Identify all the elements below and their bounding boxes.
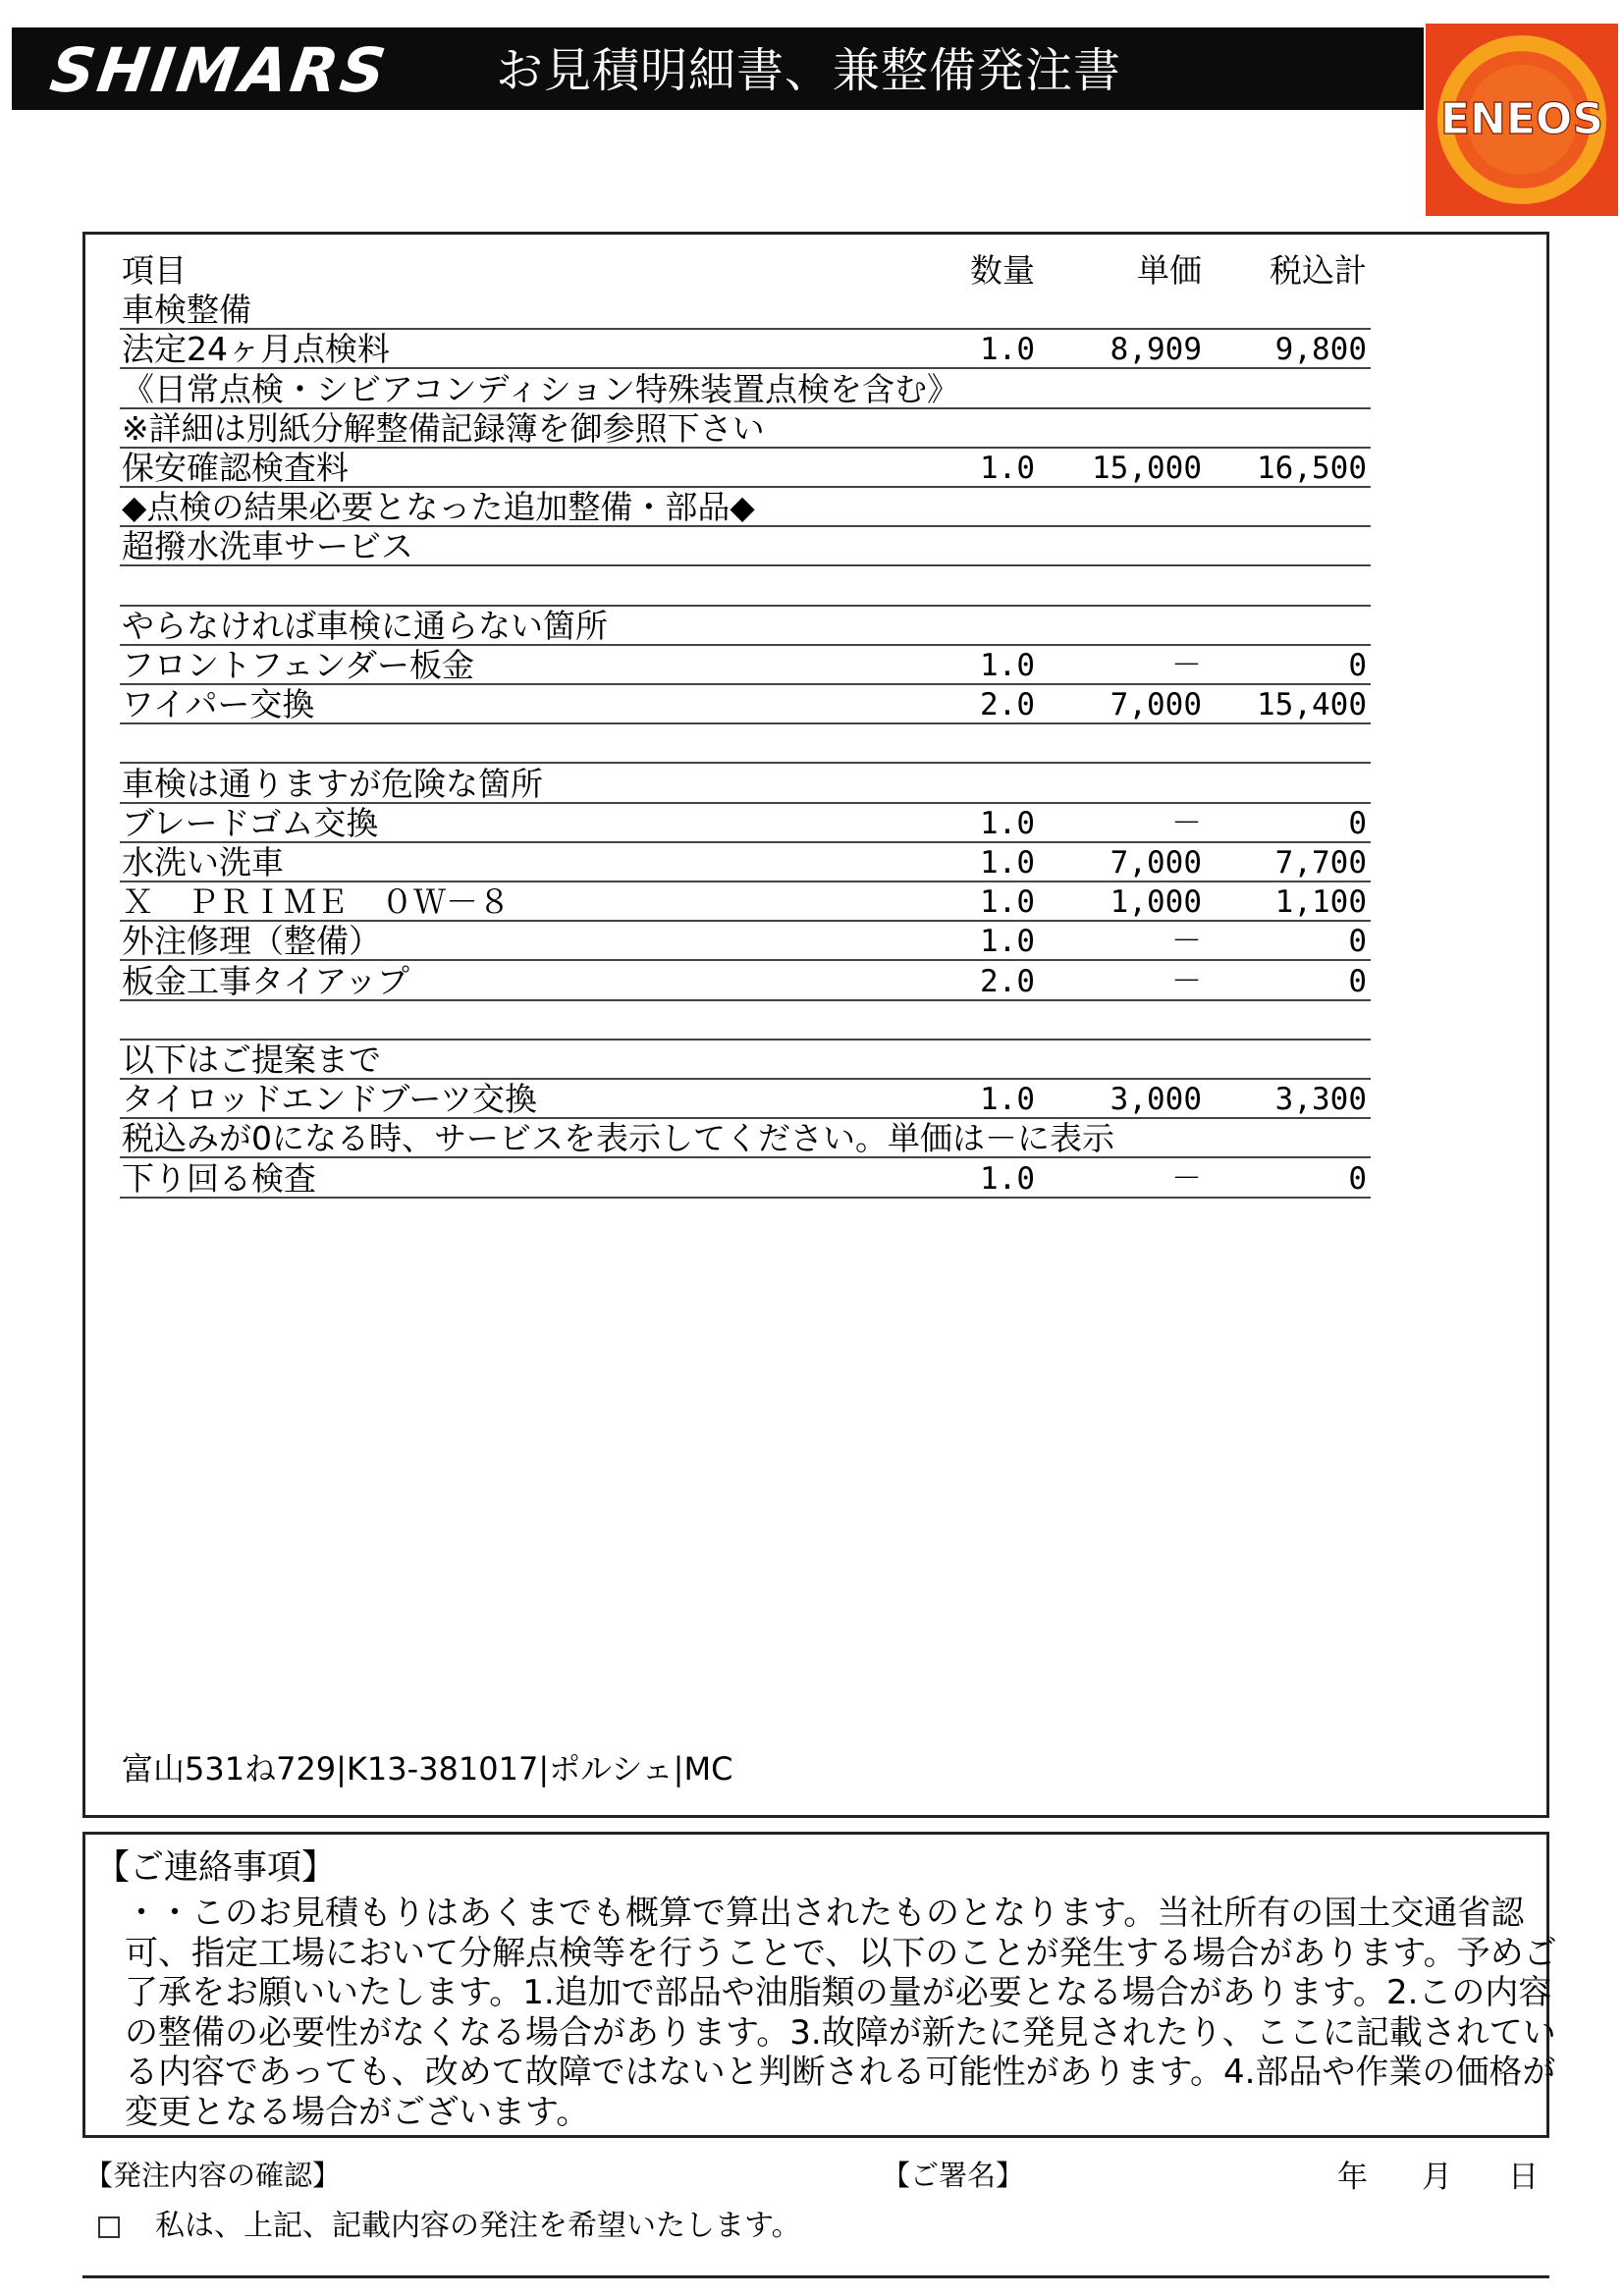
table-row — [120, 882, 1371, 922]
notes-line: 了承をお願いいたします。1.追加で部品や油脂類の量が必要となる場合があります。2.この内容 — [125, 1973, 1552, 2012]
total-cell: 16,500 — [1257, 451, 1367, 486]
table-row — [120, 724, 1371, 764]
total-cell: 0 — [1348, 805, 1367, 841]
unit-price-cell: － — [1171, 805, 1202, 841]
qty-cell: 1.0 — [980, 884, 1035, 921]
notes-line: 可、指定工場において分解点検等を行うことで、以下のことが発生する場合があります。予めご — [125, 1933, 1557, 1973]
item-cell: 税込みが0になる時、サービスを表示してください。単価は－に表示 — [122, 1119, 1114, 1158]
unit-price-cell: 1,000 — [1110, 884, 1202, 921]
vehicle-info: 富山531ね729|K13-381017|ポルシェ|MC — [122, 1750, 733, 1788]
table-row — [120, 567, 1371, 607]
item-cell: 法定24ヶ月点検料 — [122, 330, 390, 369]
table-row — [120, 409, 1371, 449]
unit-price-cell: 3,000 — [1110, 1082, 1202, 1118]
order-confirmation-heading: 【発注内容の確認】 — [84, 2159, 342, 2192]
item-cell: フロントフェンダー板金 — [122, 646, 475, 684]
item-cell: 水洗い洗車 — [122, 843, 284, 881]
order-consent-checkbox[interactable] — [98, 2216, 120, 2238]
notes-line: ・・このお見積もりはあくまでも概算で算出されたものとなります。当社所有の国土交通省認 — [125, 1894, 1525, 1933]
item-cell: 板金工事タイアップ — [122, 961, 410, 1000]
unit-price-cell: － — [1171, 1160, 1202, 1197]
unit-price-cell: － — [1171, 924, 1202, 960]
eneos-logo — [1426, 24, 1618, 216]
total-cell: 7,700 — [1274, 845, 1367, 881]
qty-cell: 2.0 — [980, 963, 1035, 999]
item-cell: ワイパー交換 — [122, 685, 315, 724]
table-row — [120, 962, 1371, 1001]
total-cell: 9,800 — [1274, 332, 1367, 368]
table-row — [120, 370, 1371, 409]
total-header: 税込計 — [1270, 251, 1367, 290]
total-cell: 0 — [1348, 648, 1367, 683]
table-row — [120, 843, 1371, 882]
notes-line: の整備の必要性がなくなる場合があります。3.故障が新たに発見されたり、ここに記載されてい — [125, 2012, 1556, 2053]
qty-cell: 1.0 — [980, 1160, 1035, 1197]
item-cell: 車検は通りますが危険な箇所 — [122, 764, 543, 803]
item-cell: 以下はご提案まで — [122, 1041, 381, 1079]
table-row — [120, 804, 1371, 843]
item-cell: 下り回る検査 — [122, 1158, 316, 1198]
item-cell: ブレードゴム交換 — [122, 803, 379, 842]
table-row — [120, 291, 1371, 330]
item-cell: 外注修理（整備） — [122, 922, 381, 961]
total-cell: 3,300 — [1274, 1082, 1367, 1118]
table-row — [120, 527, 1371, 566]
table-header-row — [120, 251, 1371, 291]
notes-line: る内容であっても、改めて故障ではないと判断される可能性があります。4.部品や作業の価格が — [125, 2053, 1556, 2092]
qty-cell: 1.0 — [980, 332, 1035, 368]
item-cell: タイロッドエンドブーツ交換 — [122, 1080, 538, 1119]
eneos-logo-text: ENEOS — [1439, 94, 1604, 144]
date-year-label: 年 — [1337, 2160, 1368, 2195]
table-row — [120, 1041, 1371, 1080]
total-cell: 1,100 — [1274, 884, 1367, 921]
item-cell: ◆点検の結果必要となった追加整備・部品◆ — [122, 488, 755, 527]
qty-cell: 1.0 — [980, 805, 1035, 841]
table-row — [120, 449, 1371, 488]
table-row — [120, 685, 1371, 724]
notes-box — [82, 1832, 1557, 2138]
table-row — [120, 922, 1371, 961]
qty-cell: 2.0 — [980, 687, 1035, 723]
date-day-label: 日 — [1508, 2160, 1539, 2195]
unit-price-cell: － — [1171, 963, 1202, 999]
qty-cell: 1.0 — [980, 451, 1035, 486]
table-row — [120, 330, 1371, 369]
unit-price-header: 単価 — [1137, 251, 1202, 290]
notes-heading: 【ご連絡事項】 — [95, 1848, 337, 1888]
brand-logo-text: SHIMARS — [45, 34, 393, 106]
unit-price-cell: 15,000 — [1092, 451, 1202, 486]
notes-line: 変更となる場合がございます。 — [125, 2092, 590, 2132]
table-row — [120, 765, 1371, 804]
total-cell: 0 — [1348, 1160, 1367, 1197]
table-row — [120, 646, 1371, 685]
unit-price-cell: 8,909 — [1110, 332, 1202, 368]
item-cell: 車検整備 — [122, 291, 251, 330]
order-consent-text: 私は、上記、記載内容の発注を希望いたします。 — [155, 2209, 801, 2243]
total-cell: 0 — [1348, 963, 1367, 999]
table-row — [120, 1080, 1371, 1119]
item-cell: 超撥水洗車サービス — [122, 527, 413, 566]
table-row — [120, 1159, 1371, 1199]
unit-price-cell: 7,000 — [1110, 845, 1202, 881]
table-row — [120, 607, 1371, 646]
qty-cell: 1.0 — [980, 924, 1035, 960]
document-title: お見積明細書、兼整備発注書 — [496, 43, 1122, 98]
item-cell: Ｘ ＰＲＩＭＥ ０Ｗ－８ — [122, 882, 511, 922]
bottom-divider — [82, 2275, 1549, 2278]
unit-price-cell: － — [1171, 648, 1202, 683]
qty-cell: 1.0 — [980, 1082, 1035, 1118]
qty-header: 数量 — [970, 251, 1035, 290]
table-row — [120, 1001, 1371, 1041]
date-month-label: 月 — [1422, 2160, 1452, 2195]
table-row — [120, 488, 1371, 527]
item-cell: 《日常点検・シビアコンディション特殊装置点検を含む》 — [122, 369, 960, 408]
qty-cell: 1.0 — [980, 648, 1035, 683]
unit-price-cell: 7,000 — [1110, 687, 1202, 723]
item-cell: ※詳細は別紙分解整備記録簿を御参照下さい — [122, 408, 765, 448]
total-cell: 15,400 — [1257, 687, 1367, 723]
notes-body — [125, 1894, 1557, 2132]
table-row — [120, 1119, 1371, 1158]
item-cell: やらなければ車検に通らない箇所 — [122, 606, 608, 645]
item-cell: 保安確認検査料 — [122, 449, 349, 487]
total-cell: 0 — [1348, 924, 1367, 960]
qty-cell: 1.0 — [980, 845, 1035, 881]
item-header: 項目 — [122, 251, 187, 290]
signature-label: 【ご署名】 — [882, 2159, 1025, 2192]
